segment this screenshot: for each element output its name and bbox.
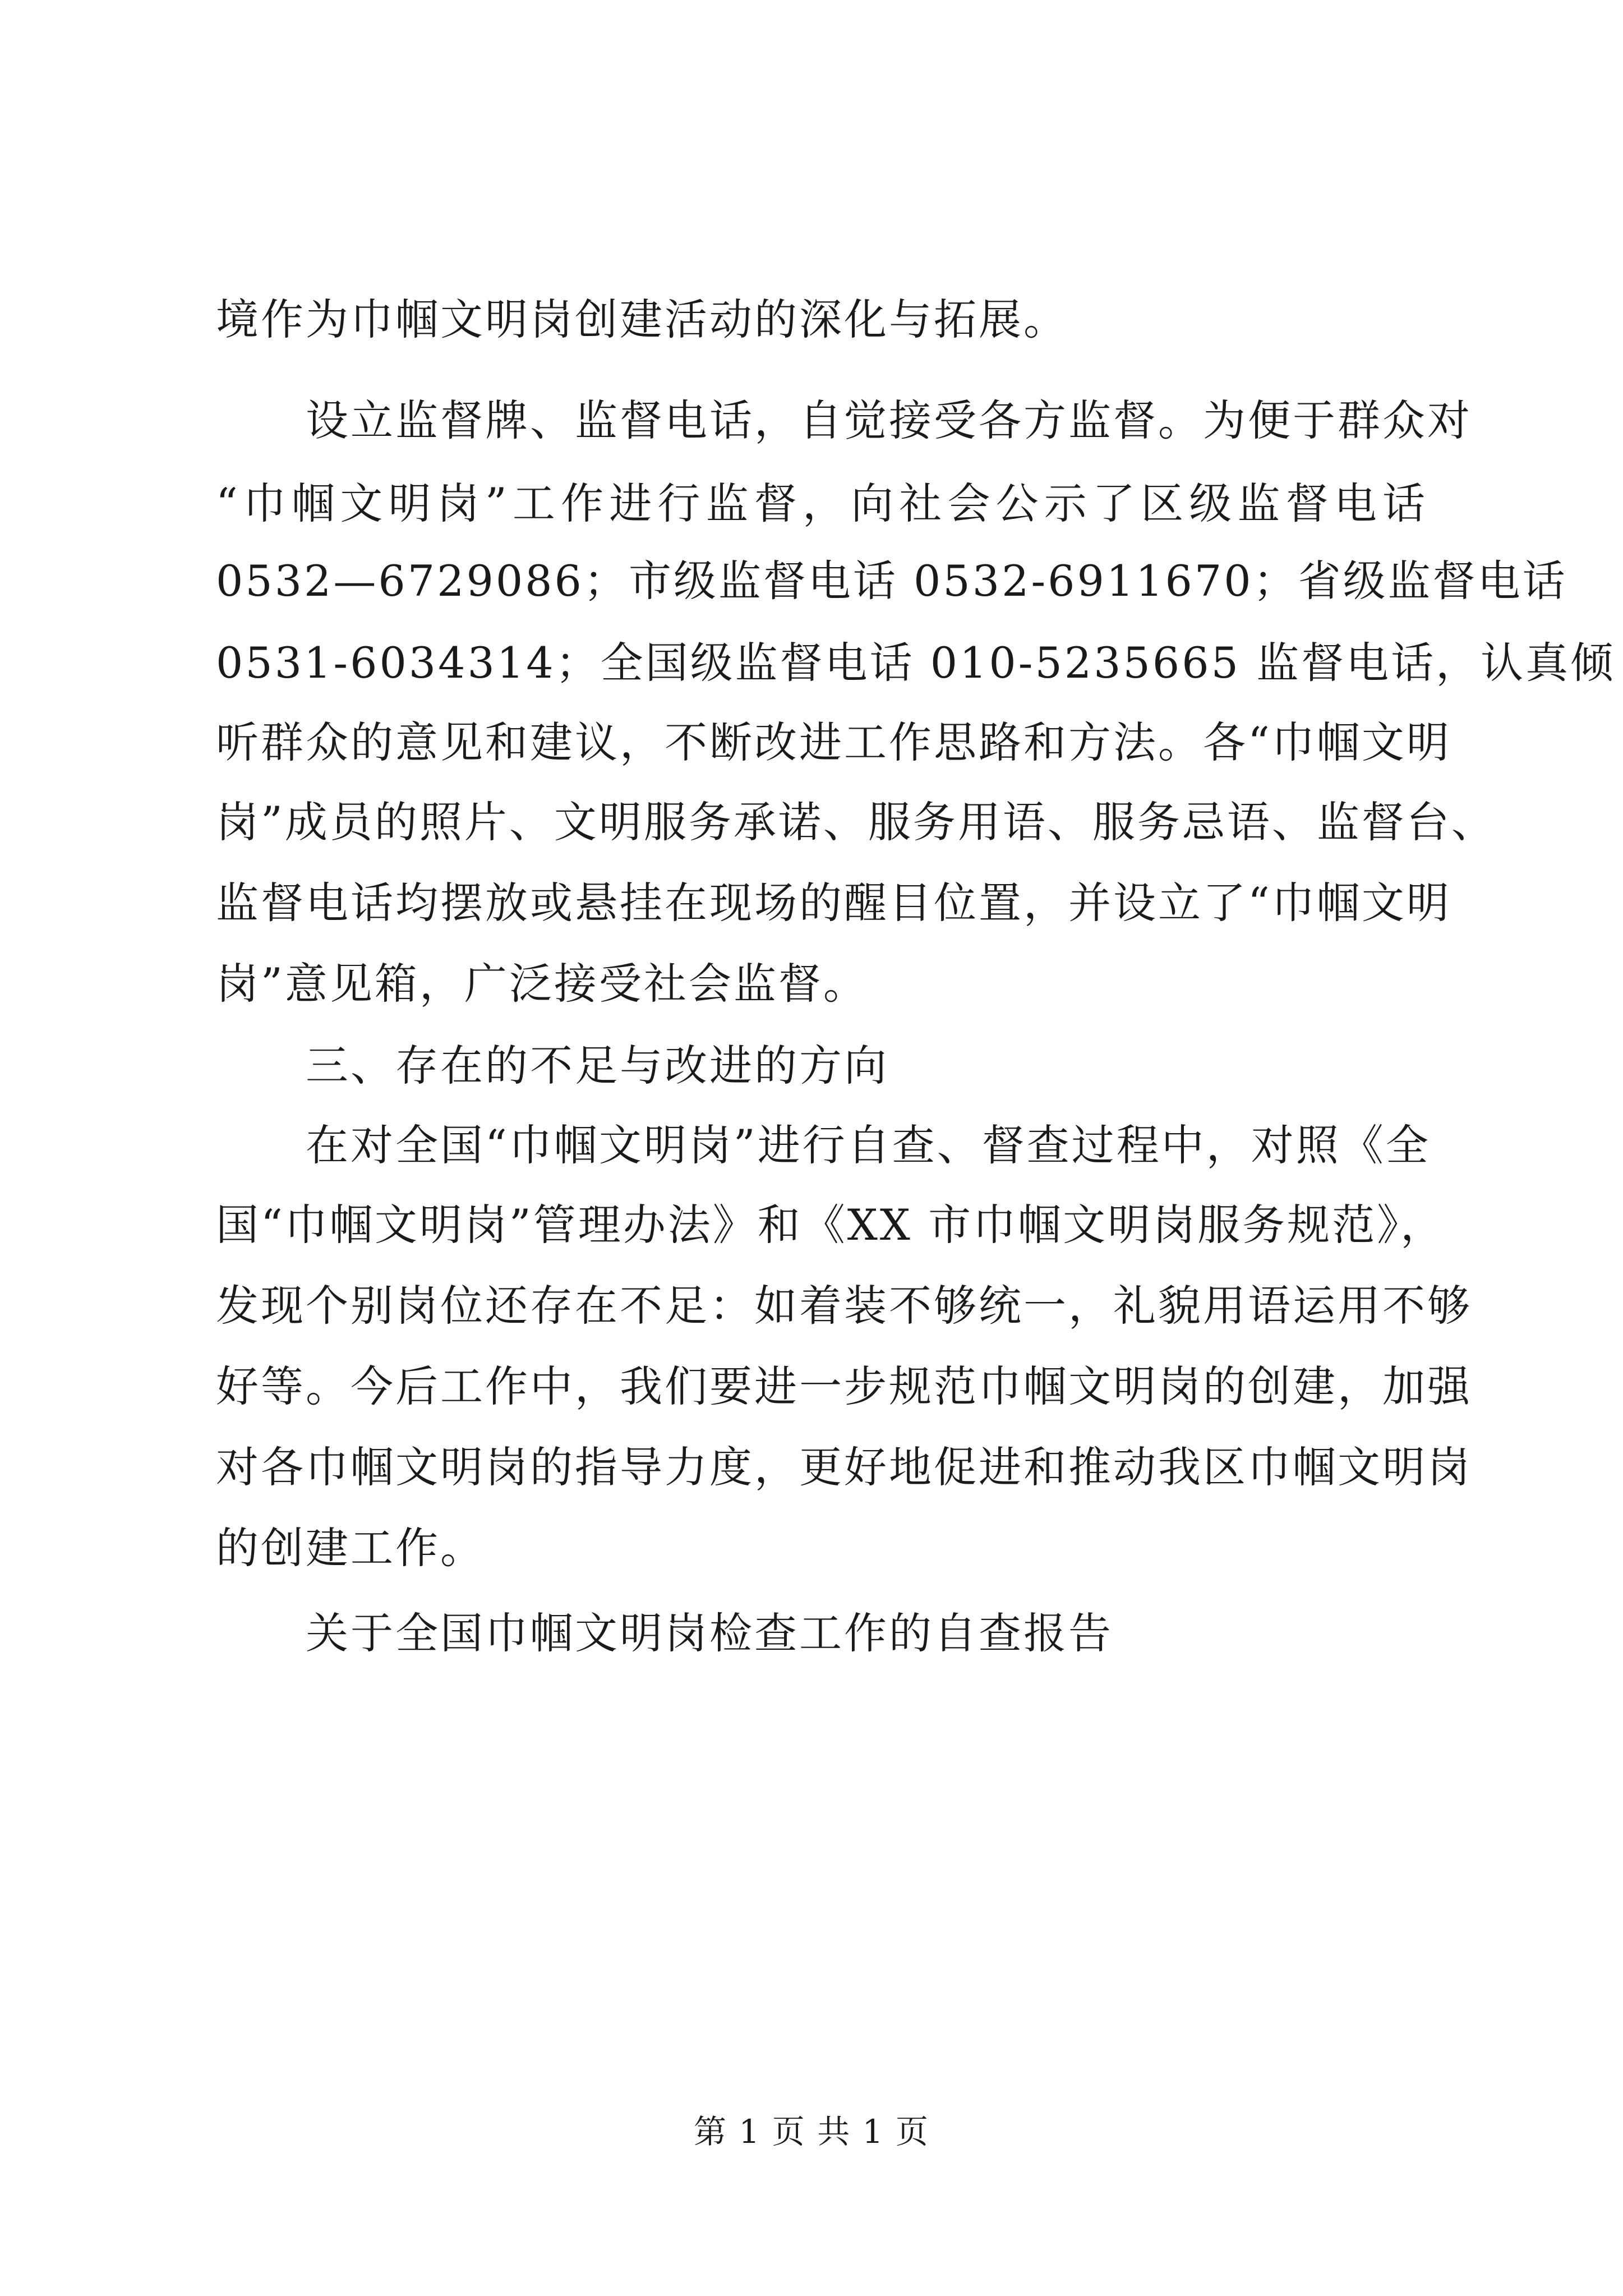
paragraph-line: 0531-6034314；全国级监督电话 010-5235665 监督电话，认真倾 <box>216 638 1616 688</box>
paragraph-line: 国“巾帼文明岗”管理办法》和《XX 市巾帼文明岗服务规范》， <box>216 1200 1446 1250</box>
paragraph-line: 好等。今后工作中，我们要进一步规范巾帼文明岗的创建，加强 <box>216 1361 1472 1411</box>
page-number-footer: 第 1 页 共 1 页 <box>694 2113 929 2151</box>
paragraph-line: 在对全国“巾帼文明岗”进行自查、督查过程中，对照《全 <box>306 1120 1431 1170</box>
paragraph-line: 监督电话均摆放或悬挂在现场的醒目位置，并设立了“巾帼文明 <box>216 878 1451 928</box>
paragraph-line: 发现个别岗位还存在不足：如着装不够统一，礼貌用语运用不够 <box>216 1281 1472 1331</box>
paragraph-line: 岗”意见箱，广泛接受社会监督。 <box>216 959 868 1009</box>
paragraph-line: 的创建工作。 <box>216 1523 485 1573</box>
paragraph-line: 设立监督牌、监督电话，自觉接受各方监督。为便于群众对 <box>306 395 1472 445</box>
report-title-line: 关于全国巾帼文明岗检查工作的自查报告 <box>306 1608 1113 1658</box>
section-heading: 三、存在的不足与改进的方向 <box>306 1041 889 1091</box>
paragraph-line: 对各巾帼文明岗的指导力度，更好地促进和推动我区巾帼文明岗 <box>216 1442 1472 1492</box>
paragraph-line: “巾帼文明岗”工作进行监督，向社会公示了区级监督电话 <box>216 478 1427 528</box>
paragraph-line: 境作为巾帼文明岗创建活动的深化与拓展。 <box>216 295 1068 344</box>
paragraph-line: 0532—6729086；市级监督电话 0532-6911670；省级监督电话 <box>216 556 1567 606</box>
paragraph-line: 岗”成员的照片、文明服务承诺、服务用语、服务忌语、监督台、 <box>216 797 1496 847</box>
paragraph-line: 听群众的意见和建议，不断改进工作思路和方法。各“巾帼文明 <box>216 717 1451 767</box>
